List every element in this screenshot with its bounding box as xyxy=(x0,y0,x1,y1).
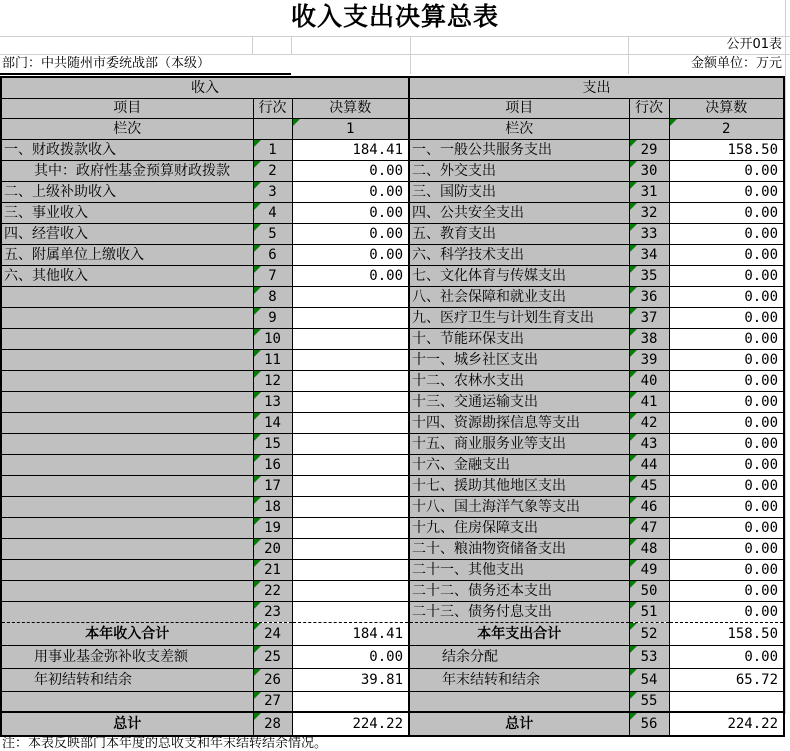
expense-item-cell[interactable]: 年末结转和结余 xyxy=(409,669,629,692)
table-row xyxy=(1,692,784,713)
income-item-cell[interactable] xyxy=(1,329,253,350)
income-value-cell[interactable] xyxy=(292,476,409,497)
expense-value-cell[interactable]: 0.00 xyxy=(669,371,784,392)
expense-item-cell[interactable]: 十一、城乡社区支出 xyxy=(409,350,629,371)
income-amount-col-header: 决算数 xyxy=(292,99,409,119)
income-rowno-cell[interactable]: 10 xyxy=(253,329,292,350)
table-row xyxy=(1,392,784,413)
expense-rowno-cell[interactable]: 40 xyxy=(629,371,669,392)
gridline xyxy=(785,0,786,714)
income-value-cell[interactable] xyxy=(292,497,409,518)
income-value-cell[interactable] xyxy=(292,350,409,371)
table-row xyxy=(1,581,784,602)
expense-value-cell[interactable]: 0.00 xyxy=(669,581,784,602)
income-rowno-cell[interactable]: 16 xyxy=(253,455,292,476)
table-row xyxy=(1,623,784,646)
department-label: 部门：中共随州市委统战部（本级） xyxy=(2,56,211,71)
income-item-cell[interactable]: 五、附属单位上缴收入 xyxy=(1,245,253,266)
income-item-cell[interactable]: 总计 xyxy=(1,712,253,736)
income-item-cell[interactable] xyxy=(1,692,253,713)
expense-rowno-cell[interactable]: 29 xyxy=(629,140,669,161)
income-item-cell[interactable] xyxy=(1,413,253,434)
income-rowno-cell[interactable]: 25 xyxy=(253,646,292,669)
income-item-cell[interactable] xyxy=(1,287,253,308)
expense-rowno-cell[interactable]: 52 xyxy=(629,623,669,646)
expense-rowno-cell[interactable]: 48 xyxy=(629,539,669,560)
expense-value-cell[interactable]: 0.00 xyxy=(669,560,784,581)
income-item-cell[interactable] xyxy=(1,518,253,539)
expense-item-cell[interactable]: 七、文化体育与传媒支出 xyxy=(409,266,629,287)
expense-value-cell[interactable]: 0.00 xyxy=(669,161,784,182)
gridline xyxy=(410,36,411,74)
expense-item-cell[interactable]: 一、一般公共服务支出 xyxy=(409,140,629,161)
expense-rowno-cell[interactable]: 38 xyxy=(629,329,669,350)
income-rowno-cell[interactable]: 27 xyxy=(253,692,292,713)
table-row xyxy=(1,245,784,266)
income-item-cell[interactable] xyxy=(1,602,253,623)
expense-rowno-cell[interactable]: 37 xyxy=(629,308,669,329)
table-row xyxy=(1,712,784,736)
income-item-cell[interactable] xyxy=(1,476,253,497)
expense-value-cell[interactable]: 0.00 xyxy=(669,350,784,371)
income-value-cell[interactable] xyxy=(292,518,409,539)
gridline xyxy=(0,36,790,37)
expense-value-cell[interactable]: 65.72 xyxy=(669,669,784,692)
income-item-cell[interactable] xyxy=(1,434,253,455)
expense-rowno-cell[interactable]: 44 xyxy=(629,455,669,476)
expense-value-cell[interactable]: 0.00 xyxy=(669,308,784,329)
expense-rowno-cell[interactable]: 33 xyxy=(629,224,669,245)
income-value-cell[interactable] xyxy=(292,581,409,602)
expense-item-cell[interactable]: 十九、住房保障支出 xyxy=(409,518,629,539)
income-item-col-header: 项目 xyxy=(1,99,253,119)
expense-rowno-cell[interactable]: 30 xyxy=(629,161,669,182)
table-row xyxy=(1,669,784,692)
income-value-cell[interactable] xyxy=(292,329,409,350)
expense-rowno-cell[interactable]: 34 xyxy=(629,245,669,266)
table-row xyxy=(1,539,784,560)
income-rowno-cell[interactable]: 21 xyxy=(253,560,292,581)
income-index-rowno-cell[interactable] xyxy=(253,119,292,140)
income-value-cell[interactable]: 0.00 xyxy=(292,224,409,245)
table-row xyxy=(1,413,784,434)
gridline xyxy=(252,36,253,54)
expense-item-cell[interactable]: 总计 xyxy=(409,712,629,736)
income-rowno-cell[interactable]: 4 xyxy=(253,203,292,224)
expense-rowno-cell[interactable]: 45 xyxy=(629,476,669,497)
income-item-cell[interactable] xyxy=(1,371,253,392)
expense-item-cell[interactable]: 十三、交通运输支出 xyxy=(409,392,629,413)
expense-col-index-cell[interactable]: 2 xyxy=(669,119,784,140)
income-item-cell[interactable]: 年初结转和结余 xyxy=(1,669,253,692)
expense-item-cell[interactable]: 结余分配 xyxy=(409,646,629,669)
expense-section-header: 支出 xyxy=(409,77,784,99)
table-row xyxy=(1,140,784,161)
income-value-cell[interactable] xyxy=(292,602,409,623)
expense-value-cell[interactable] xyxy=(669,692,784,713)
income-item-cell[interactable] xyxy=(1,308,253,329)
income-rowno-cell[interactable]: 13 xyxy=(253,392,292,413)
expense-value-cell[interactable]: 158.50 xyxy=(669,140,784,161)
expense-item-cell[interactable]: 八、社会保障和就业支出 xyxy=(409,287,629,308)
income-value-cell[interactable] xyxy=(292,371,409,392)
income-item-cell[interactable]: 一、财政拨款收入 xyxy=(1,140,253,161)
table-row xyxy=(1,287,784,308)
expense-value-cell[interactable]: 0.00 xyxy=(669,329,784,350)
gridline xyxy=(291,36,292,54)
income-rowno-cell[interactable]: 11 xyxy=(253,350,292,371)
income-rowno-cell[interactable]: 6 xyxy=(253,245,292,266)
expense-value-cell[interactable]: 0.00 xyxy=(669,518,784,539)
expense-item-cell[interactable]: 十四、资源勘探信息等支出 xyxy=(409,413,629,434)
table-row xyxy=(1,203,784,224)
income-value-cell[interactable]: 224.22 xyxy=(292,712,409,736)
table-row xyxy=(1,560,784,581)
expense-item-cell[interactable]: 十五、商业服务业等支出 xyxy=(409,434,629,455)
expense-rowno-cell[interactable]: 31 xyxy=(629,182,669,203)
expense-item-cell[interactable]: 二、外交支出 xyxy=(409,161,629,182)
expense-item-cell[interactable]: 本年支出合计 xyxy=(409,623,629,646)
income-value-cell[interactable] xyxy=(292,539,409,560)
income-value-cell[interactable] xyxy=(292,287,409,308)
expense-rowno-cell[interactable]: 32 xyxy=(629,203,669,224)
table-row xyxy=(1,602,784,623)
expense-rowno-cell[interactable]: 43 xyxy=(629,434,669,455)
expense-rowno-cell[interactable]: 53 xyxy=(629,646,669,669)
expense-item-cell[interactable]: 二十一、其他支出 xyxy=(409,560,629,581)
income-rowno-cell[interactable]: 9 xyxy=(253,308,292,329)
expense-value-cell[interactable]: 0.00 xyxy=(669,539,784,560)
income-item-cell[interactable] xyxy=(1,455,253,476)
table-row xyxy=(1,455,784,476)
income-item-cell[interactable]: 用事业基金弥补收支差额 xyxy=(1,646,253,669)
income-rowno-cell[interactable]: 24 xyxy=(253,623,292,646)
table-row xyxy=(1,476,784,497)
expense-rowno-cell[interactable]: 51 xyxy=(629,602,669,623)
gridline xyxy=(628,36,629,74)
expense-value-cell[interactable]: 0.00 xyxy=(669,203,784,224)
income-rowno-cell[interactable]: 15 xyxy=(253,434,292,455)
gridline xyxy=(0,54,790,55)
income-value-cell[interactable]: 0.00 xyxy=(292,161,409,182)
expense-rowno-cell[interactable]: 50 xyxy=(629,581,669,602)
department-underline xyxy=(0,73,291,75)
income-item-cell[interactable]: 本年收入合计 xyxy=(1,623,253,646)
table-row xyxy=(1,182,784,203)
table-row xyxy=(1,161,784,182)
expense-rowno-cell[interactable]: 36 xyxy=(629,287,669,308)
expense-rowno-cell[interactable]: 49 xyxy=(629,560,669,581)
income-value-cell[interactable]: 0.00 xyxy=(292,266,409,287)
expense-value-cell[interactable]: 0.00 xyxy=(669,413,784,434)
table-row xyxy=(1,329,784,350)
expense-value-cell[interactable]: 0.00 xyxy=(669,476,784,497)
income-item-cell[interactable] xyxy=(1,560,253,581)
table-row xyxy=(1,308,784,329)
income-section-header: 收入 xyxy=(1,77,409,99)
income-value-cell[interactable] xyxy=(292,455,409,476)
expense-rowno-cell[interactable]: 55 xyxy=(629,692,669,713)
expense-value-cell[interactable]: 0.00 xyxy=(669,434,784,455)
income-value-cell[interactable]: 0.00 xyxy=(292,182,409,203)
income-rowno-cell[interactable]: 2 xyxy=(253,161,292,182)
income-value-cell[interactable]: 0.00 xyxy=(292,245,409,266)
income-value-cell[interactable] xyxy=(292,560,409,581)
expense-item-cell[interactable]: 二十、粮油物资储备支出 xyxy=(409,539,629,560)
expense-item-cell[interactable]: 二十二、债务还本支出 xyxy=(409,581,629,602)
expense-item-cell[interactable]: 三、国防支出 xyxy=(409,182,629,203)
expense-item-cell[interactable]: 十二、农林水支出 xyxy=(409,371,629,392)
income-item-cell[interactable] xyxy=(1,581,253,602)
expense-value-cell[interactable]: 0.00 xyxy=(669,455,784,476)
expense-value-cell[interactable]: 0.00 xyxy=(669,182,784,203)
income-value-cell[interactable] xyxy=(292,308,409,329)
income-item-cell[interactable] xyxy=(1,350,253,371)
expense-rowno-cell[interactable]: 39 xyxy=(629,350,669,371)
expense-item-cell[interactable]: 十六、金融支出 xyxy=(409,455,629,476)
income-rowno-cell[interactable]: 14 xyxy=(253,413,292,434)
income-value-cell[interactable]: 0.00 xyxy=(292,203,409,224)
income-rowno-cell[interactable]: 17 xyxy=(253,476,292,497)
expense-rowno-cell[interactable]: 35 xyxy=(629,266,669,287)
expense-item-cell[interactable]: 十、节能环保支出 xyxy=(409,329,629,350)
income-value-cell[interactable] xyxy=(292,413,409,434)
expense-value-cell[interactable]: 0.00 xyxy=(669,266,784,287)
income-rowno-cell[interactable]: 22 xyxy=(253,581,292,602)
income-rowno-cell[interactable]: 20 xyxy=(253,539,292,560)
expense-item-cell[interactable]: 十八、国土海洋气象等支出 xyxy=(409,497,629,518)
expense-value-cell[interactable]: 0.00 xyxy=(669,602,784,623)
income-item-cell[interactable]: 六、其他收入 xyxy=(1,266,253,287)
income-value-cell[interactable] xyxy=(292,692,409,713)
expense-item-cell[interactable]: 九、医疗卫生与计划生育支出 xyxy=(409,308,629,329)
sheet-label: 公开01表 xyxy=(726,37,782,52)
income-item-cell[interactable] xyxy=(1,497,253,518)
income-rowno-cell[interactable]: 19 xyxy=(253,518,292,539)
table-row xyxy=(1,266,784,287)
expense-rowno-cell[interactable]: 46 xyxy=(629,497,669,518)
income-rowno-cell[interactable]: 23 xyxy=(253,602,292,623)
income-value-cell[interactable]: 184.41 xyxy=(292,140,409,161)
expense-value-cell[interactable]: 0.00 xyxy=(669,497,784,518)
income-item-cell[interactable] xyxy=(1,539,253,560)
income-value-cell[interactable]: 184.41 xyxy=(292,623,409,646)
expense-value-cell[interactable]: 0.00 xyxy=(669,245,784,266)
expense-rowno-cell[interactable]: 54 xyxy=(629,669,669,692)
income-item-cell[interactable] xyxy=(1,392,253,413)
expense-value-cell[interactable]: 0.00 xyxy=(669,392,784,413)
expense-rowno-cell[interactable]: 42 xyxy=(629,413,669,434)
page-title: 收入支出决算总表 xyxy=(290,2,499,31)
income-rowno-cell[interactable]: 26 xyxy=(253,669,292,692)
expense-value-cell[interactable]: 0.00 xyxy=(669,287,784,308)
income-value-cell[interactable] xyxy=(292,434,409,455)
income-item-cell[interactable]: 四、经营收入 xyxy=(1,224,253,245)
income-value-cell[interactable] xyxy=(292,392,409,413)
income-rowno-cell[interactable]: 28 xyxy=(253,712,292,736)
expense-value-cell[interactable]: 0.00 xyxy=(669,224,784,245)
table-row xyxy=(1,497,784,518)
expense-index-label: 栏次 xyxy=(409,119,629,140)
table-row xyxy=(1,646,784,669)
expense-amount-col-header: 决算数 xyxy=(669,99,784,119)
expense-item-cell[interactable]: 四、公共安全支出 xyxy=(409,203,629,224)
final-accounts-table xyxy=(0,76,785,737)
unit-label: 金额单位：万元 xyxy=(690,56,782,71)
income-rowno-cell[interactable]: 8 xyxy=(253,287,292,308)
income-rowno-cell[interactable]: 1 xyxy=(253,140,292,161)
income-item-cell[interactable]: 其中：政府性基金预算财政拨款 xyxy=(1,161,253,182)
note-text: 注：本表反映部门本年度的总收支和年末结转结余情况。 xyxy=(2,736,328,751)
income-rowno-cell[interactable]: 7 xyxy=(253,266,292,287)
expense-item-col-header: 项目 xyxy=(409,99,629,119)
table-row xyxy=(1,434,784,455)
income-rowno-cell[interactable]: 5 xyxy=(253,224,292,245)
expense-rowno-cell[interactable]: 41 xyxy=(629,392,669,413)
expense-item-cell[interactable]: 十七、援助其他地区支出 xyxy=(409,476,629,497)
expense-index-rowno-cell[interactable] xyxy=(629,119,669,140)
table-row xyxy=(1,518,784,539)
income-col-index-cell[interactable]: 1 xyxy=(292,119,409,140)
expense-item-cell[interactable]: 五、教育支出 xyxy=(409,224,629,245)
income-value-cell[interactable]: 0.00 xyxy=(292,646,409,669)
income-item-cell[interactable]: 二、上级补助收入 xyxy=(1,182,253,203)
expense-rowno-cell[interactable]: 47 xyxy=(629,518,669,539)
expense-value-cell[interactable]: 0.00 xyxy=(669,646,784,669)
expense-value-cell[interactable]: 224.22 xyxy=(669,712,784,736)
income-index-label: 栏次 xyxy=(1,119,253,140)
income-rowno-cell[interactable]: 18 xyxy=(253,497,292,518)
income-rowno-col-header: 行次 xyxy=(253,99,292,119)
expense-rowno-col-header: 行次 xyxy=(629,99,669,119)
table-row xyxy=(1,371,784,392)
expense-item-cell[interactable] xyxy=(409,692,629,713)
income-value-cell[interactable]: 39.81 xyxy=(292,669,409,692)
income-rowno-cell[interactable]: 3 xyxy=(253,182,292,203)
expense-item-cell[interactable]: 六、科学技术支出 xyxy=(409,245,629,266)
table-row xyxy=(1,350,784,371)
income-item-cell[interactable]: 三、事业收入 xyxy=(1,203,253,224)
income-rowno-cell[interactable]: 12 xyxy=(253,371,292,392)
table-row xyxy=(1,224,784,245)
expense-item-cell[interactable]: 二十三、债务付息支出 xyxy=(409,602,629,623)
expense-value-cell[interactable]: 158.50 xyxy=(669,623,784,646)
expense-rowno-cell[interactable]: 56 xyxy=(629,712,669,736)
